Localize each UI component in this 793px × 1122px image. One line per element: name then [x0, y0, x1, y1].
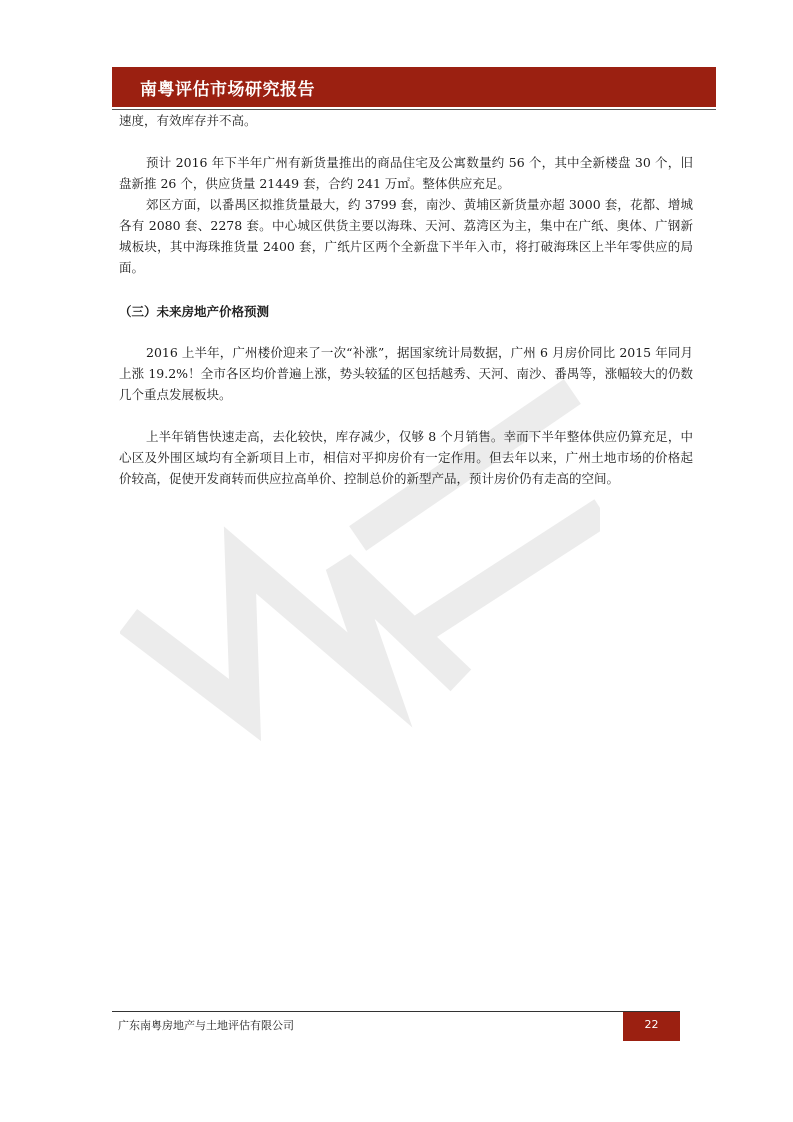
- page-number-badge: [623, 1012, 680, 1041]
- report-title: 南粤评估市场研究报告: [140, 80, 315, 100]
- body-paragraph: 上半年销售快速走高，去化较快，库存减少，仅够 8 个月销售。幸而下半年整体供应仍算充足，中心区及外围区域均有全新项目上市，相信对平抑房价有一定作用。但去年以来，广州土地市场的价格起价较高，促使开发商转而供应拉高单价、控制总价的新型产品，预计房价仍有走高的空间。: [119, 429, 693, 486]
- body-paragraph: 预计 2016 年下半年广州有新货量推出的商品住宅及公寓数量约 56 个，其中全新楼盘 30 个，旧盘新推 26 个，供应货量 21449 套，合约 241 万㎡。整体供应充足。: [119, 155, 693, 191]
- footer-company-name: 广东南粤房地产与土地评估有限公司: [118, 1019, 294, 1032]
- body-paragraph: 2016 上半年，广州楼价迎来了一次“补涨”，据国家统计局数据，广州 6 月房价同比 2015 年同月上涨 19.2%！全市各区均价普遍上涨，势头较猛的区包括越秀、天河、南沙、番禺等，涨幅较大的仍数几个重点发展板块。: [119, 345, 693, 402]
- main-content: [119, 110, 693, 489]
- page-number: 22: [644, 1018, 659, 1031]
- body-paragraph: 速度，有效库存并不高。: [119, 113, 257, 128]
- footer-divider: [112, 1011, 680, 1012]
- header-bar: [112, 67, 716, 107]
- section-heading: （三）未来房地产价格预测: [119, 304, 270, 319]
- body-paragraph: 郊区方面，以番禺区拟推货量最大，约 3799 套，南沙、黄埔区新货量亦超 3000 套，花都、增城各有 2080 套、2278 套。中心城区供货主要以海珠、天河、荔湾区为主，集中在广纸、奥体、广钢新城板块，其中海珠推货量 2400 套，广纸片区两个全新盘下半年入市，将打破海珠区上半年零供应的局面。: [119, 197, 693, 275]
